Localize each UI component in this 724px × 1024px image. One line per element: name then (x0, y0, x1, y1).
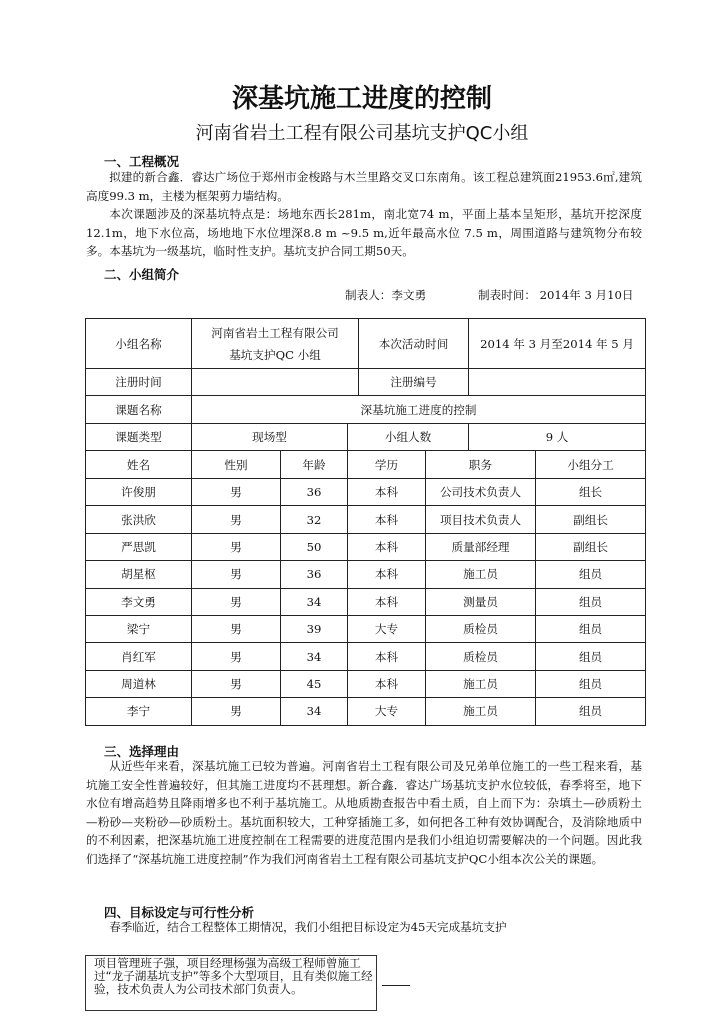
member-role: 组员 (536, 588, 646, 615)
member-name: 许俊朋 (86, 479, 192, 506)
member-age: 39 (281, 615, 348, 642)
member-position: 施工员 (426, 698, 536, 725)
member-gender: 男 (192, 506, 281, 533)
callout-connector-line (382, 985, 410, 986)
reg-no-value (469, 369, 646, 396)
reg-time-value (192, 369, 359, 396)
group-info-table (85, 318, 646, 726)
member-education: 本科 (348, 533, 426, 560)
member-name: 李宁 (86, 698, 192, 725)
activity-time-label: 本次活动时间 (359, 319, 469, 369)
header-position: 职务 (426, 451, 536, 479)
activity-time-value: 2014 年 3 月至2014 年 5 月 (469, 319, 646, 369)
member-name: 梁宁 (86, 615, 192, 642)
member-gender: 男 (192, 479, 281, 506)
table-made-time: 制表时间： 2014年 3 月10日 (478, 288, 634, 302)
member-age: 45 (281, 670, 348, 697)
member-position: 项目技术负责人 (426, 506, 536, 533)
member-position: 施工员 (426, 561, 536, 588)
member-row (86, 506, 646, 533)
member-education: 本科 (348, 506, 426, 533)
member-gender: 男 (192, 698, 281, 725)
member-position: 质检员 (426, 615, 536, 642)
member-education: 本科 (348, 479, 426, 506)
member-education: 本科 (348, 643, 426, 670)
member-position: 公司技术负责人 (426, 479, 536, 506)
member-education: 本科 (348, 561, 426, 588)
member-position: 施工员 (426, 670, 536, 697)
member-education: 本科 (348, 670, 426, 697)
overview-paragraph-1: 拟建的新合鑫．睿达广场位于郑州市金梭路与木兰里路交叉口东南角。该工程总建筑面21953.6㎡,建筑高度99.3 m，主楼为框架剪力墙结构。 (86, 170, 642, 203)
target-paragraph: 春季临近，结合工程整体工期情况，我们小组把目标设定为45天完成基坑支护 (109, 920, 507, 934)
reason-paragraph: 从近些年来看，深基坑施工已较为普遍。河南省岩土工程有限公司及兄弟单位施工的一些工程来看，基坑施工安全性普遍较好，但其施工进度均不甚理想。新合鑫．睿达广场基坑支护水位较低，春季将至，地下水位有增高趋势且降雨增多也不利于基坑施工。从地质勘查报告中看土质，自上而下为：杂填土—砂质粉土—粉砂—夹粉砂—砂质粉土。基坑面积较大，工种穿插施工多，如何把各工种有效协调配合，及消除地质中的不利因素，把深基坑施工进度控制在工程需要的进度范围内是我们小组迫切需要解决的一个问题。因此我们选择了“深基坑施工进度控制”作为我们河南省岩土工程有限公司基坑支护QC小组本次公关的课题。 (86, 759, 642, 866)
header-role: 小组分工 (536, 451, 646, 479)
member-education: 大专 (348, 698, 426, 725)
member-gender: 男 (192, 670, 281, 697)
member-name: 严思凯 (86, 533, 192, 560)
member-row (86, 698, 646, 725)
member-education: 本科 (348, 588, 426, 615)
count-value: 9 人 (469, 424, 646, 451)
section-heading-overview: 一、工程概况 (104, 154, 180, 169)
member-age: 34 (281, 643, 348, 670)
member-row (86, 588, 646, 615)
member-gender: 男 (192, 533, 281, 560)
member-age: 34 (281, 698, 348, 725)
member-role: 组员 (536, 670, 646, 697)
topic-value: 深基坑施工进度的控制 (192, 396, 646, 424)
member-gender: 男 (192, 643, 281, 670)
topic-label: 课题名称 (86, 396, 192, 424)
member-row (86, 533, 646, 560)
member-row (86, 615, 646, 642)
member-gender: 男 (192, 588, 281, 615)
member-age: 50 (281, 533, 348, 560)
member-name: 胡星枢 (86, 561, 192, 588)
document-subtitle: 河南省岩土工程有限公司基坑支护QC小组 (195, 123, 529, 144)
callout-box: 项目管理班子强，项目经理杨强为高级工程师曾施工过“龙子湖基坑支护”等多个大型项目，且有类似施工经验，技术负责人为公司技术部门负责人。 (85, 955, 377, 1011)
table-maker: 制表人：李文勇 (345, 288, 427, 302)
member-age: 32 (281, 506, 348, 533)
member-role: 组长 (536, 479, 646, 506)
member-role: 组员 (536, 615, 646, 642)
member-position: 质量部经理 (426, 533, 536, 560)
member-position: 质检员 (426, 643, 536, 670)
member-age: 36 (281, 561, 348, 588)
document-title: 深基坑施工进度的控制 (231, 84, 492, 114)
group-name-label: 小组名称 (86, 319, 192, 369)
member-position: 测量员 (426, 588, 536, 615)
member-role: 组员 (536, 561, 646, 588)
member-gender: 男 (192, 561, 281, 588)
section-heading-target: 四、目标设定与可行性分析 (104, 905, 255, 920)
member-row (86, 561, 646, 588)
member-role: 组员 (536, 643, 646, 670)
member-education: 大专 (348, 615, 426, 642)
member-name: 李文勇 (86, 588, 192, 615)
member-row (86, 479, 646, 506)
section-heading-reason: 三、选择理由 (104, 744, 180, 759)
count-label: 小组人数 (348, 424, 469, 451)
member-name: 周道林 (86, 670, 192, 697)
header-age: 年龄 (281, 451, 348, 479)
member-gender: 男 (192, 615, 281, 642)
member-header-row (86, 451, 646, 479)
header-name: 姓名 (86, 451, 192, 479)
group-name-value: 河南省岩土工程有限公司 基坑支护QC 小组 (192, 319, 359, 369)
member-name: 张洪欣 (86, 506, 192, 533)
header-gender: 性别 (192, 451, 281, 479)
member-age: 34 (281, 588, 348, 615)
reg-no-label: 注册编号 (359, 369, 469, 396)
member-name: 肖红军 (86, 643, 192, 670)
member-row (86, 643, 646, 670)
member-role: 副组长 (536, 533, 646, 560)
section-heading-group: 二、小组简介 (104, 267, 180, 282)
member-age: 36 (281, 479, 348, 506)
type-label: 课题类型 (86, 424, 192, 451)
member-row (86, 670, 646, 697)
member-role: 组员 (536, 698, 646, 725)
member-role: 副组长 (536, 506, 646, 533)
header-education: 学历 (348, 451, 426, 479)
type-value: 现场型 (192, 424, 348, 451)
overview-paragraph-2: 本次课题涉及的深基坑特点是：场地东西长281m，南北宽74 m，平面上基本呈矩形，基坑开挖深度12.1m，地下水位高，场地地下水位埋深8.8 m ~9.5 m,近年最高水位 7.5 m，周围道路与建筑物分布较多。本基坑为一级基坑，临时性支护。基坑支护合同工期50天。 (86, 207, 642, 258)
reg-time-label: 注册时间 (86, 369, 192, 396)
